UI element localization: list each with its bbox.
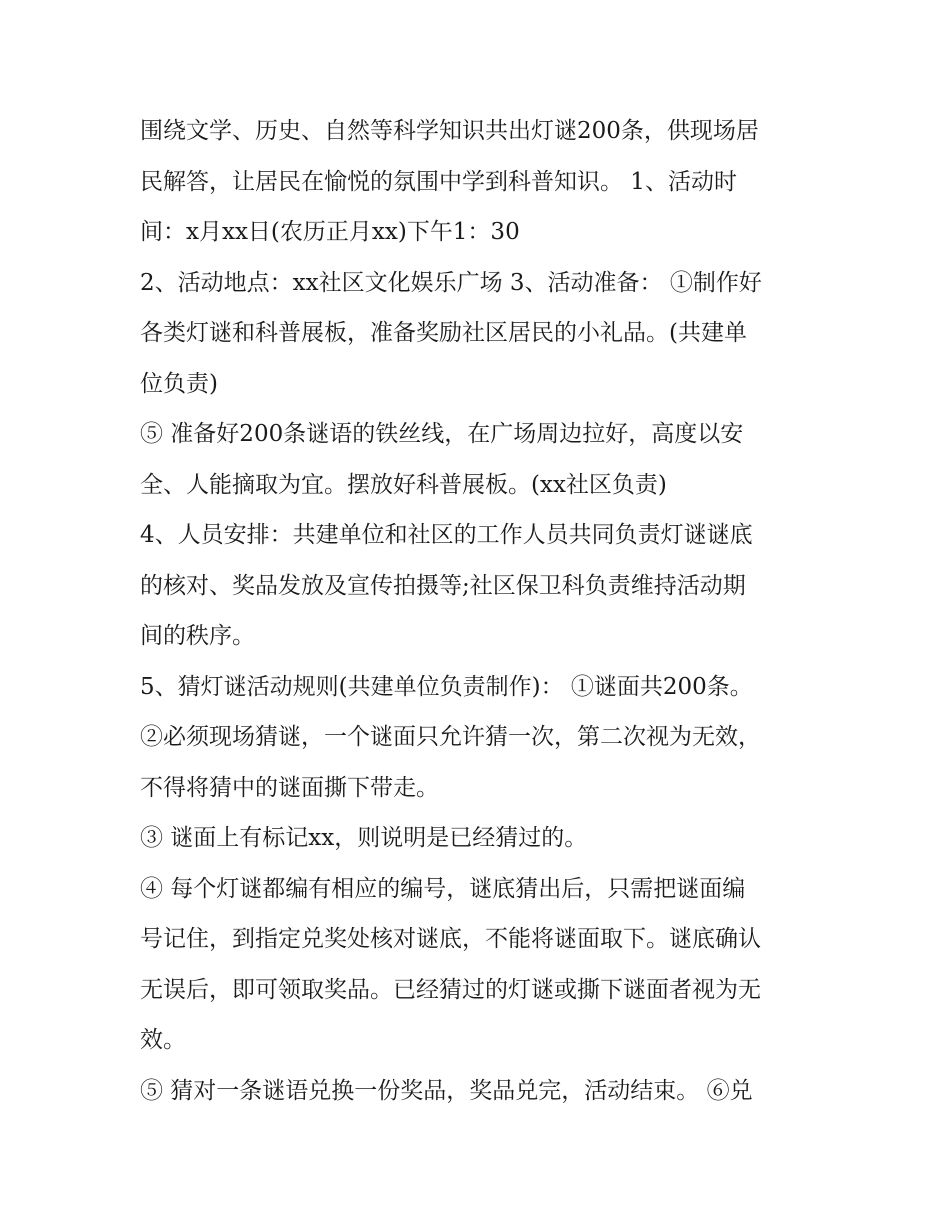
text-line: ④ 每个灯谜都编有相应的编号，谜底猜出后，只需把谜面编 (140, 875, 746, 902)
text-line: 各类灯谜和科普展板，准备奖励社区居民的小礼品。(共建单 (140, 320, 747, 346)
body-text (140, 106, 820, 1116)
text-line: ⑤ 猜对一条谜语兑换一份奖品，奖品兑完，活动结束。 ⑥兑 (140, 1077, 753, 1104)
text-line: 围绕文学、历史、自然等科学知识共出灯谜200条，供现场居 (140, 118, 759, 144)
text-line: 2、活动地点：xx社区文化娱乐广场 3、活动准备： ①制作好 (140, 269, 762, 296)
text-line: 无误后，即可领取奖品。已经猜过的灯谜或撕下谜面者视为无 (140, 976, 761, 1003)
text-line: 间的秩序。 (140, 623, 255, 649)
text-line: 位负责) (140, 370, 218, 397)
text-line: 的核对、奖品发放及宣传拍摄等;社区保卫科负责维持活动期 (140, 572, 746, 599)
text-line: 效。 (140, 1027, 186, 1053)
text-line: ③ 谜面上有标记xx，则说明是已经猜过的。 (140, 825, 588, 851)
text-line: 5、猜灯谜活动规则(共建单位负责制作)： ①谜面共200条。 (140, 673, 753, 700)
text-line: 不得将猜中的谜面撕下带走。 (140, 774, 439, 801)
text-line: 4、人员安排：共建单位和社区的工作人员共同负责灯谜谜底 (140, 522, 753, 548)
text-line: ②必须现场猜谜，一个谜面只允许猜一次，第二次视为无效， (140, 724, 761, 750)
text-line: ⑤ 准备好200条谜语的铁丝线，在广场周边拉好，高度以安 (140, 421, 744, 447)
text-line: 号记住，到指定兑奖处核对谜底，不能将谜面取下。谜底确认 (140, 926, 761, 952)
text-line: 全、人能摘取为宜。摆放好科普展板。(xx社区负责) (140, 471, 667, 498)
text-line: 民解答，让居民在愉悦的氛围中学到科普知识。 1、活动时 (140, 168, 737, 195)
text-line: 间：x月xx日(农历正月xx)下午1：30 (140, 219, 520, 245)
